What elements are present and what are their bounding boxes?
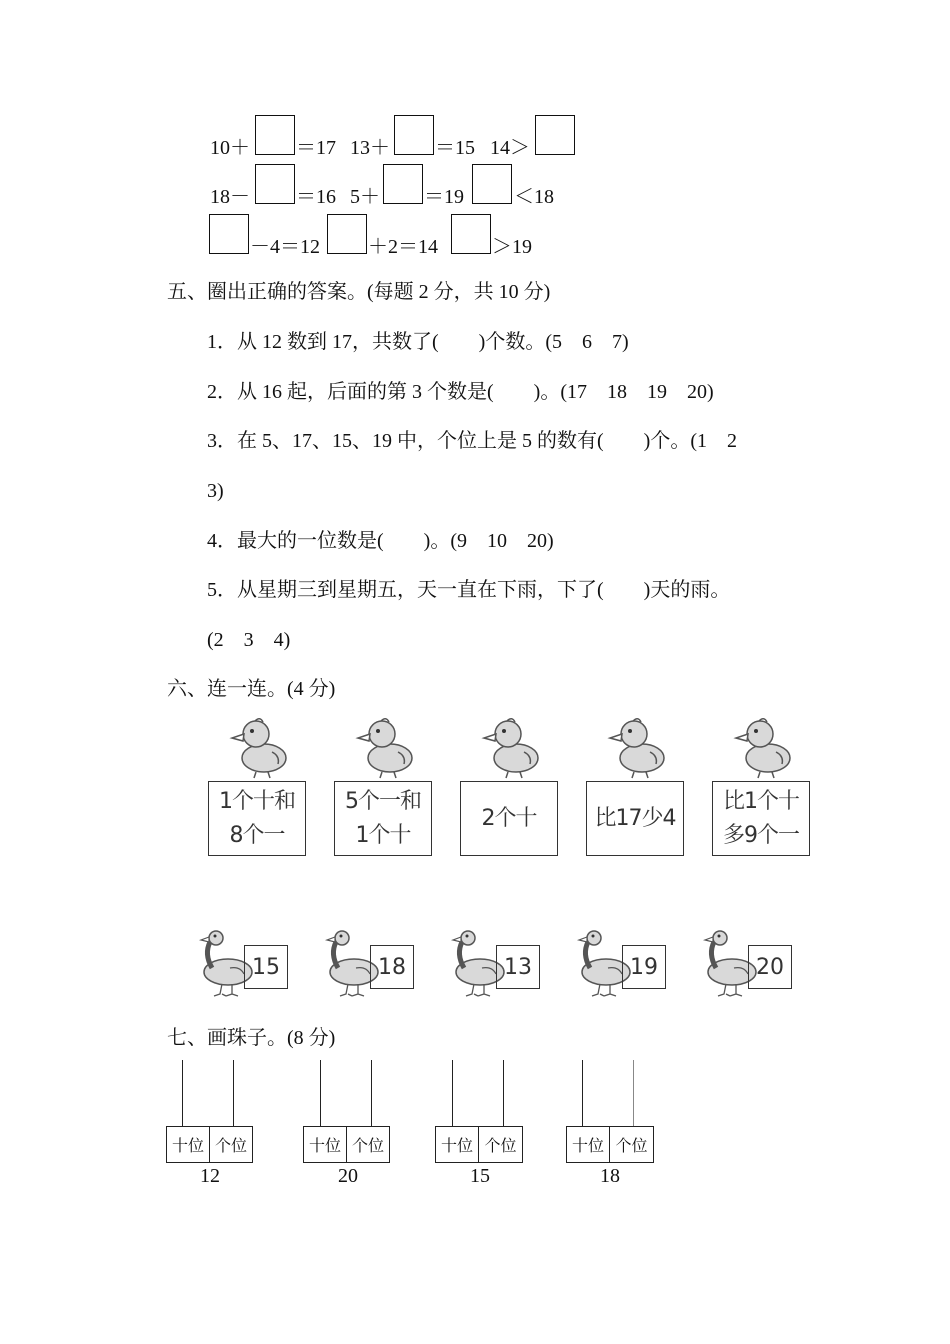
tens-label: 十位 [167, 1127, 210, 1162]
place-value-table [303, 1126, 390, 1163]
match-box-2[interactable] [334, 781, 432, 856]
match-box-5[interactable] [712, 781, 810, 856]
answer-box[interactable] [255, 164, 295, 204]
abacus-number: 15 [470, 1165, 490, 1187]
question-5-cont: (2 3 4) [207, 629, 291, 651]
number-box-5[interactable] [748, 945, 792, 989]
place-value-table [166, 1126, 253, 1163]
question-2: 2．从 16 起，后面的第 3 个数是( )。(17 18 19 20) [207, 381, 714, 403]
eq4-right: ＝16 [296, 186, 336, 208]
number-box-1[interactable] [244, 945, 288, 989]
eq6-right: ＜18 [514, 186, 554, 208]
duckling-icon [606, 716, 666, 780]
abacus-number: 18 [600, 1165, 620, 1187]
match-box-1[interactable] [208, 781, 306, 856]
ones-label: 个位 [351, 1136, 384, 1155]
answer-box[interactable] [394, 115, 434, 155]
abacus-number: 20 [338, 1165, 358, 1187]
duckling-icon [480, 716, 540, 780]
eq1-right: ＝17 [296, 137, 336, 159]
eq2-right: ＝15 [435, 137, 475, 159]
eq5-left: 5＋ [350, 186, 380, 208]
abacus-number: 12 [200, 1165, 220, 1187]
eq1-left: 10＋ [210, 137, 250, 159]
number-label: 19 [630, 954, 658, 980]
number-label: 15 [252, 954, 280, 980]
question-4: 4．最大的一位数是( )。(9 10 20) [207, 530, 554, 552]
tens-rod[interactable] [452, 1060, 453, 1127]
match-box-line2: 多9个一 [723, 822, 799, 848]
answer-box[interactable] [535, 115, 575, 155]
duckling-icon [732, 716, 792, 780]
eq3-left: 14＞ [490, 137, 530, 159]
answer-box[interactable] [209, 214, 249, 254]
number-label: 18 [378, 954, 406, 980]
ones-rod[interactable] [503, 1060, 504, 1127]
section7-title: 七、画珠子。(8 分) [167, 1027, 336, 1049]
match-box-line2: 1个十 [355, 822, 411, 848]
number-label: 20 [756, 954, 784, 980]
ones-label: 个位 [484, 1136, 517, 1155]
ones-label: 个位 [615, 1136, 648, 1155]
match-box-4[interactable] [586, 781, 684, 856]
eq8-right: ＋2＝14 [368, 236, 438, 258]
number-box-2[interactable] [370, 945, 414, 989]
duckling-icon [228, 716, 288, 780]
number-label: 13 [504, 954, 532, 980]
match-box-line1: 2个十 [481, 805, 537, 831]
answer-box[interactable] [383, 164, 423, 204]
tens-label: 十位 [436, 1127, 479, 1162]
eq9-right: ＞19 [492, 236, 532, 258]
eq7-right: －4＝12 [250, 236, 320, 258]
answer-box[interactable] [472, 164, 512, 204]
number-box-3[interactable] [496, 945, 540, 989]
eq5-right: ＝19 [424, 186, 464, 208]
question-5: 5．从星期三到星期五，天一直在下雨，下了( )天的雨。 [207, 579, 731, 601]
match-box-3[interactable] [460, 781, 558, 856]
section6-title: 六、连一连。(4 分) [167, 678, 336, 700]
ones-rod[interactable] [371, 1060, 372, 1127]
question-3-cont: 3) [207, 480, 224, 502]
section5-title: 五、圈出正确的答案。(每题 2 分，共 10 分) [167, 281, 551, 303]
match-box-line2: 8个一 [229, 822, 285, 848]
tens-rod[interactable] [182, 1060, 183, 1127]
answer-box[interactable] [327, 214, 367, 254]
ones-rod[interactable] [633, 1060, 634, 1127]
tens-label: 十位 [567, 1127, 610, 1162]
tens-rod[interactable] [582, 1060, 583, 1127]
question-3: 3．在 5、17、15、19 中，个位上是 5 的数有( )个。(1 2 [207, 430, 737, 452]
eq2-left: 13＋ [350, 137, 390, 159]
answer-box[interactable] [451, 214, 491, 254]
place-value-table [435, 1126, 523, 1163]
number-box-4[interactable] [622, 945, 666, 989]
tens-label: 十位 [304, 1127, 347, 1162]
match-box-line1: 比1个十 [723, 788, 799, 814]
tens-rod[interactable] [320, 1060, 321, 1127]
duckling-icon [354, 716, 414, 780]
question-1: 1．从 12 数到 17，共数了( )个数。(5 6 7) [207, 331, 629, 353]
ones-label: 个位 [214, 1136, 247, 1155]
eq4-left: 18－ [210, 186, 250, 208]
match-box-line1: 5个一和 [345, 788, 421, 814]
match-box-line1: 1个十和 [219, 788, 295, 814]
ones-rod[interactable] [233, 1060, 234, 1127]
match-box-line1: 比17少4 [594, 805, 676, 831]
answer-box[interactable] [255, 115, 295, 155]
place-value-table [566, 1126, 654, 1163]
